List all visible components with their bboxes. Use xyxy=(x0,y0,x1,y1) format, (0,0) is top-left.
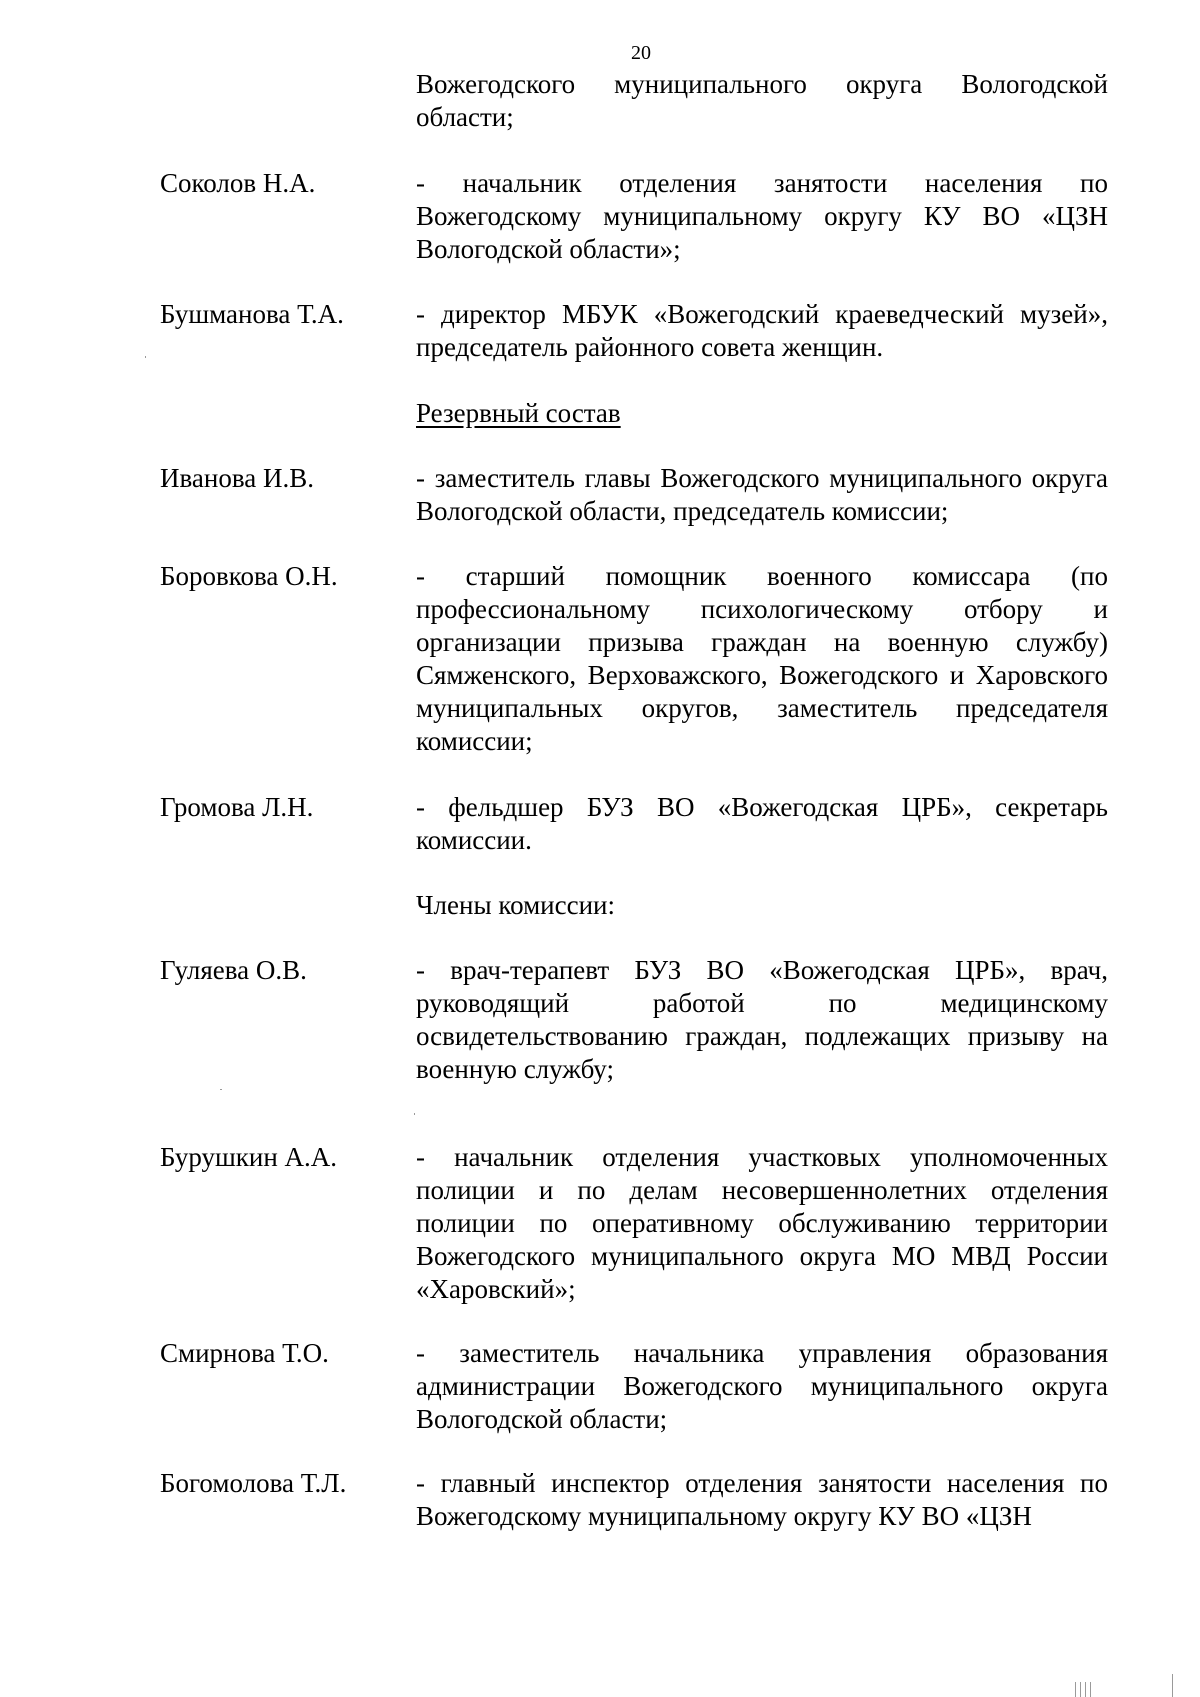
member-name: Бурушкин А.А. xyxy=(160,1142,338,1172)
continuation-text: Вожегодского муниципального округа Вологодской области; xyxy=(416,69,1108,132)
scan-edge-mark xyxy=(1075,1682,1076,1697)
scan-speck xyxy=(220,1089,222,1090)
member-description: - врач-терапевт БУЗ ВО «Вожегодская ЦРБ», врач, руководящий работой по медицинскому освидетельствованию граждан, подлежащих призыву на военную службу; xyxy=(416,955,1108,1084)
member-description: - старший помощник военного комиссара (по профессиональному психологическому отбору и организации призыва граждан на военную службу) Сямженского, Верховажского, Вожегодского и Харовского муниципальных округов, заместитель председателя комиссии; xyxy=(416,561,1108,756)
member-name: Богомолова Т.Л. xyxy=(160,1468,347,1498)
scan-edge-mark xyxy=(1080,1682,1081,1697)
member-description: - фельдшер БУЗ ВО «Вожегодская ЦРБ», секретарь комиссии. xyxy=(416,792,1108,855)
member-name: Бушманова Т.А. xyxy=(160,299,344,329)
member-name: Иванова И.В. xyxy=(160,463,314,493)
member-description: - заместитель начальника управления образования администрации Вожегодского муниципального округа Вологодской области; xyxy=(416,1338,1108,1434)
member-name: Громова Л.Н. xyxy=(160,792,314,822)
member-name: Боровкова О.Н. xyxy=(160,561,338,591)
member-name: Гуляева О.В. xyxy=(160,955,307,985)
scan-speck xyxy=(145,356,146,358)
members-heading: Члены комиссии: xyxy=(416,890,615,920)
scan-edge-mark xyxy=(1085,1682,1086,1697)
member-description: - начальник отделения занятости населения по Вожегодскому муниципальному округу КУ ВО «ЦЗН Вологодской области»; xyxy=(416,168,1108,264)
member-description: - заместитель главы Вожегодского муниципального округа Вологодской области, председатель комиссии; xyxy=(416,463,1108,526)
member-description: - главный инспектор отделения занятости населения по Вожегодскому муниципальному округу КУ ВО «ЦЗН xyxy=(416,1468,1108,1531)
page-number: 20 xyxy=(631,42,651,64)
member-name: Соколов Н.А. xyxy=(160,168,316,198)
scan-speck xyxy=(414,1113,415,1115)
reserve-heading: Резервный состав xyxy=(416,398,621,428)
scan-edge-mark xyxy=(1090,1682,1091,1697)
member-name: Смирнова Т.О. xyxy=(160,1338,329,1368)
scan-edge-mark xyxy=(1172,1674,1173,1697)
member-description: - директор МБУК «Вожегодский краеведческий музей», председатель районного совета женщин. xyxy=(416,299,1108,362)
member-description: - начальник отделения участковых уполномоченных полиции и по делам несовершеннолетних отделения полиции по оперативному обслуживанию территории Вожегодского муниципального округа МО МВД России «Харовский»; xyxy=(416,1142,1108,1304)
